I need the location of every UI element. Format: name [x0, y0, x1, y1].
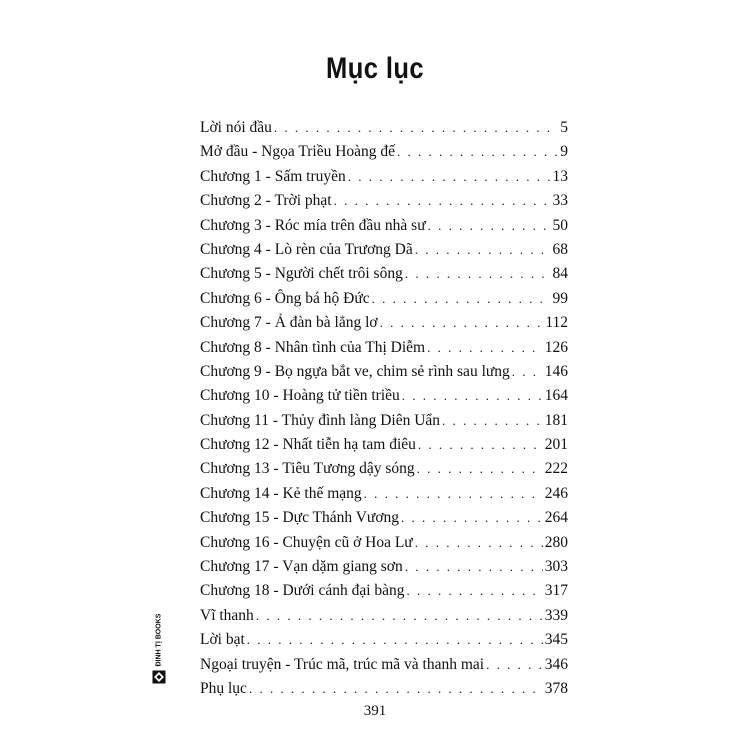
- toc-entry: [200, 336, 568, 360]
- page-number: 391: [363, 703, 387, 719]
- toc-leader-dots: [397, 140, 558, 164]
- toc-entry-label: Chương 8 - Nhân tình của Thị Diễm: [200, 338, 426, 356]
- toc-leader-dots: [401, 506, 543, 530]
- toc-entry-label: Chương 5 - Người chết trôi sông: [200, 265, 403, 283]
- toc-entry-page: 317: [544, 582, 568, 600]
- toc-entry-page: 222: [544, 460, 568, 478]
- toc-entry: [200, 262, 568, 286]
- toc-entry-page: 50: [552, 216, 568, 234]
- toc-leader-dots: [348, 165, 551, 189]
- toc-entry: [200, 579, 568, 603]
- toc-entry-page: 5: [560, 119, 568, 136]
- toc-entry-label: Chương 10 - Hoàng tử tiền triều: [200, 387, 400, 405]
- toc-entry-page: 112: [545, 314, 568, 332]
- toc-entry-label: Lời bạt: [200, 631, 245, 649]
- toc-leader-dots: [486, 653, 543, 677]
- toc-entry-page: 9: [560, 143, 568, 161]
- toc-leader-dots: [442, 409, 543, 433]
- toc-entry-page: 246: [544, 484, 568, 502]
- toc-entry-label: Mở đầu - Ngọa Triều Hoàng đế: [200, 143, 396, 161]
- toc-leader-dots: [418, 433, 543, 457]
- toc-entry: [200, 457, 568, 481]
- toc-leader-dots: [415, 238, 551, 262]
- toc-entry-label: Chương 2 - Trời phạt: [200, 192, 332, 210]
- toc-entry: [200, 653, 568, 677]
- toc-entry: [200, 165, 568, 189]
- toc-entry-page: 146: [544, 362, 568, 380]
- toc-leader-dots: [334, 189, 551, 213]
- toc-entry: [200, 360, 568, 384]
- toc-entry-label: Chương 1 - Sấm truyền: [200, 167, 346, 185]
- toc-entry-label: Chương 3 - Róc mía trên đầu nhà sư: [200, 216, 426, 234]
- toc-leader-dots: [417, 457, 543, 481]
- toc-entry-page: 264: [544, 509, 568, 527]
- toc-entry-label: Phụ lục: [200, 679, 247, 697]
- toc-entry-page: 68: [552, 240, 568, 258]
- publisher-name: ĐINH TỊ BOOKS: [155, 613, 163, 667]
- toc-entry: [200, 482, 568, 506]
- toc-entry-label: Chương 11 - Thủy đình làng Diên Uẩn: [200, 411, 441, 429]
- toc-leader-dots: [405, 262, 551, 286]
- toc-leader-dots: [274, 116, 558, 140]
- toc-entry: [200, 677, 568, 701]
- toc-entry: [200, 238, 568, 262]
- table-of-contents: [200, 116, 568, 701]
- toc-entry-page: 164: [544, 387, 568, 405]
- toc-entry: [200, 628, 568, 652]
- toc-entry-label: Chương 6 - Ông bá hộ Đức: [200, 289, 370, 307]
- toc-entry-page: 378: [544, 679, 568, 697]
- toc-entry-page: 99: [552, 289, 568, 307]
- toc-leader-dots: [247, 628, 543, 652]
- page-title: Mục lục: [326, 52, 424, 85]
- toc-entry-page: 201: [544, 436, 568, 454]
- toc-entry-page: 181: [544, 411, 568, 429]
- toc-leader-dots: [249, 677, 543, 701]
- publisher-logo-icon: [152, 670, 166, 684]
- toc-entry-page: 280: [544, 533, 568, 551]
- toc-entry-label: Chương 7 - Ả đàn bà lẳng lơ: [200, 314, 378, 332]
- toc-entry-label: Chương 15 - Dực Thánh Vương: [200, 509, 400, 527]
- toc-entry: [200, 214, 568, 238]
- toc-leader-dots: [512, 360, 543, 384]
- toc-entry: [200, 433, 568, 457]
- toc-entry-label: Chương 14 - Kẻ thế mạng: [200, 484, 362, 502]
- toc-entry-page: 303: [544, 558, 568, 576]
- toc-entry-label: Chương 18 - Dưới cánh đại bàng: [200, 582, 405, 600]
- toc-leader-dots: [372, 287, 551, 311]
- toc-entry-page: 345: [544, 631, 568, 649]
- toc-entry: [200, 140, 568, 164]
- toc-entry: [200, 531, 568, 555]
- toc-leader-dots: [407, 579, 543, 603]
- toc-leader-dots: [380, 311, 544, 335]
- toc-entry: [200, 116, 568, 140]
- toc-entry-label: Chương 16 - Chuyện cũ ở Hoa Lư: [200, 533, 413, 551]
- toc-entry: [200, 311, 568, 335]
- toc-leader-dots: [402, 384, 543, 408]
- toc-entry: [200, 384, 568, 408]
- toc-entry: [200, 555, 568, 579]
- publisher-mark: [152, 613, 166, 682]
- toc-entry-label: Vĩ thanh: [200, 606, 254, 624]
- toc-entry-page: 84: [552, 265, 568, 283]
- toc-leader-dots: [428, 214, 551, 238]
- toc-entry-label: Lời nói đầu: [200, 119, 272, 136]
- toc-entry-page: 126: [544, 338, 568, 356]
- toc-entry-page: 33: [552, 192, 568, 210]
- toc-entry: [200, 604, 568, 628]
- toc-leader-dots: [364, 482, 543, 506]
- toc-entry: [200, 287, 568, 311]
- toc-entry-label: Chương 13 - Tiêu Tương dậy sóng: [200, 460, 415, 478]
- toc-entry-page: 346: [544, 655, 568, 673]
- toc-entry-label: Ngoại truyện - Trúc mã, trúc mã và thanh mai: [200, 655, 485, 673]
- toc-entry: [200, 409, 568, 433]
- toc-leader-dots: [415, 531, 543, 555]
- toc-leader-dots: [256, 604, 543, 628]
- toc-leader-dots: [405, 555, 543, 579]
- toc-entry: [200, 189, 568, 213]
- toc-entry-label: Chương 9 - Bọ ngựa bắt ve, chim sẻ rình sau lưng: [200, 362, 510, 380]
- toc-entry-page: 339: [544, 606, 568, 624]
- toc-entry-page: 13: [552, 167, 568, 185]
- toc-entry-label: Chương 17 - Vạn dặm giang sơn: [200, 558, 403, 576]
- toc-entry-label: Chương 4 - Lò rèn của Trương Dã: [200, 240, 413, 258]
- toc-leader-dots: [427, 336, 543, 360]
- toc-entry: [200, 506, 568, 530]
- toc-entry-label: Chương 12 - Nhất tiễn hạ tam điêu: [200, 436, 416, 454]
